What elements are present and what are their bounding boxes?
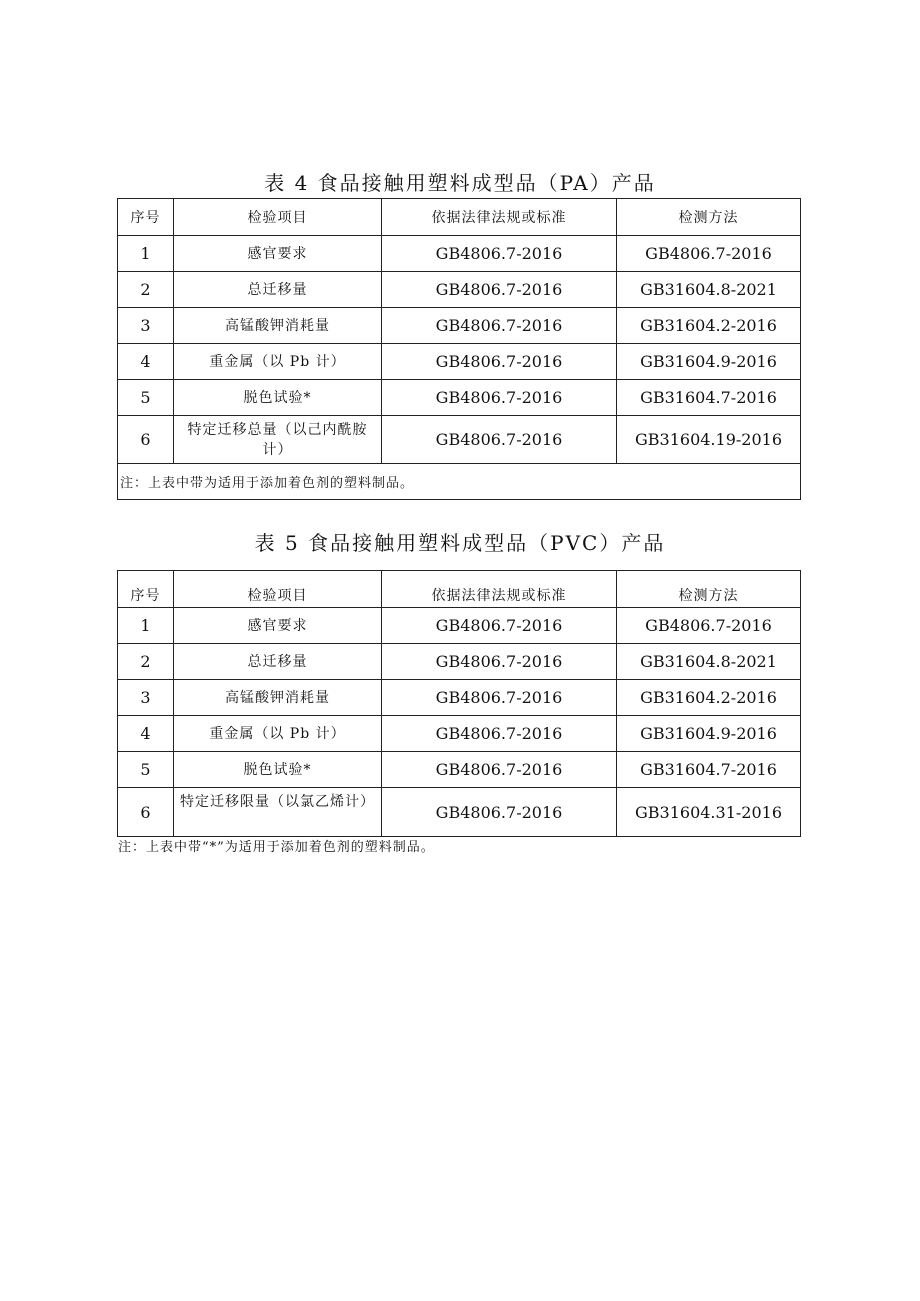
row-standard: GB4806.7-2016 bbox=[382, 608, 617, 644]
row-item: 特定迁移总量（以己内酰胺计） bbox=[174, 416, 382, 464]
row-standard: GB4806.7-2016 bbox=[382, 644, 617, 680]
table5-title: 表 5 食品接触用塑料成型品（PVC）产品 bbox=[254, 531, 666, 555]
row-no: 1 bbox=[118, 236, 174, 272]
row-standard: GB4806.7-2016 bbox=[382, 344, 617, 380]
row-method: GB31604.8-2021 bbox=[617, 272, 801, 308]
row-standard: GB4806.7-2016 bbox=[382, 752, 617, 788]
row-item: 高锰酸钾消耗量 bbox=[174, 308, 382, 344]
row-no: 5 bbox=[118, 380, 174, 416]
header-method: 检测方法 bbox=[617, 571, 801, 608]
row-no: 2 bbox=[118, 644, 174, 680]
row-standard: GB4806.7-2016 bbox=[382, 680, 617, 716]
row-standard: GB4806.7-2016 bbox=[382, 380, 617, 416]
row-item: 重金属（以 Pb 计） bbox=[174, 344, 382, 380]
table5 bbox=[117, 570, 801, 837]
table-row bbox=[118, 308, 801, 344]
row-method: GB31604.8-2021 bbox=[617, 644, 801, 680]
row-no: 4 bbox=[118, 716, 174, 752]
row-item: 感官要求 bbox=[174, 236, 382, 272]
header-no: 序号 bbox=[118, 571, 174, 608]
row-item: 特定迁移限量（以氯乙烯计） bbox=[174, 788, 382, 837]
header-standard: 依据法律法规或标准 bbox=[382, 199, 617, 236]
row-method: GB31604.7-2016 bbox=[617, 752, 801, 788]
row-method: GB31604.9-2016 bbox=[617, 716, 801, 752]
header-no: 序号 bbox=[118, 199, 174, 236]
row-item: 高锰酸钾消耗量 bbox=[174, 680, 382, 716]
row-standard: GB4806.7-2016 bbox=[382, 416, 617, 464]
row-no: 6 bbox=[118, 416, 174, 464]
row-item: 总迁移量 bbox=[174, 644, 382, 680]
row-no: 1 bbox=[118, 608, 174, 644]
table4-note: 注：上表中带为适用于添加着色剂的塑料制品。 bbox=[118, 464, 801, 500]
table-row bbox=[118, 344, 801, 380]
header-item: 检验项目 bbox=[174, 199, 382, 236]
table5-header-row bbox=[118, 571, 801, 608]
row-no: 3 bbox=[118, 308, 174, 344]
row-method: GB31604.9-2016 bbox=[617, 344, 801, 380]
row-method: GB31604.2-2016 bbox=[617, 680, 801, 716]
row-no: 4 bbox=[118, 344, 174, 380]
row-no: 6 bbox=[118, 788, 174, 837]
row-item: 脱色试验* bbox=[174, 752, 382, 788]
row-method: GB4806.7-2016 bbox=[617, 236, 801, 272]
header-standard: 依据法律法规或标准 bbox=[382, 571, 617, 608]
row-item: 感官要求 bbox=[174, 608, 382, 644]
row-no: 3 bbox=[118, 680, 174, 716]
table4-note-row bbox=[118, 464, 801, 500]
row-method: GB31604.31-2016 bbox=[617, 788, 801, 837]
table-row bbox=[118, 788, 801, 837]
table-row bbox=[118, 416, 801, 464]
header-item: 检验项目 bbox=[174, 571, 382, 608]
table-row bbox=[118, 236, 801, 272]
row-standard: GB4806.7-2016 bbox=[382, 236, 617, 272]
table4-header-row bbox=[118, 199, 801, 236]
table5-note: 注：上表中带“*”为适用于添加着色剂的塑料制品。 bbox=[118, 840, 435, 855]
table-row bbox=[118, 716, 801, 752]
table-row bbox=[118, 644, 801, 680]
row-item: 总迁移量 bbox=[174, 272, 382, 308]
row-no: 2 bbox=[118, 272, 174, 308]
header-method: 检测方法 bbox=[617, 199, 801, 236]
row-item: 重金属（以 Pb 计） bbox=[174, 716, 382, 752]
row-item: 脱色试验* bbox=[174, 380, 382, 416]
table-row bbox=[118, 380, 801, 416]
row-method: GB4806.7-2016 bbox=[617, 608, 801, 644]
table-row bbox=[118, 680, 801, 716]
row-standard: GB4806.7-2016 bbox=[382, 788, 617, 837]
table4 bbox=[117, 198, 801, 500]
table-row bbox=[118, 272, 801, 308]
row-method: GB31604.19-2016 bbox=[617, 416, 801, 464]
table-row bbox=[118, 608, 801, 644]
row-standard: GB4806.7-2016 bbox=[382, 716, 617, 752]
row-no: 5 bbox=[118, 752, 174, 788]
row-method: GB31604.7-2016 bbox=[617, 380, 801, 416]
table-row bbox=[118, 752, 801, 788]
row-method: GB31604.2-2016 bbox=[617, 308, 801, 344]
row-standard: GB4806.7-2016 bbox=[382, 308, 617, 344]
table4-title: 表 4 食品接触用塑料成型品（PA）产品 bbox=[264, 171, 656, 195]
row-standard: GB4806.7-2016 bbox=[382, 272, 617, 308]
